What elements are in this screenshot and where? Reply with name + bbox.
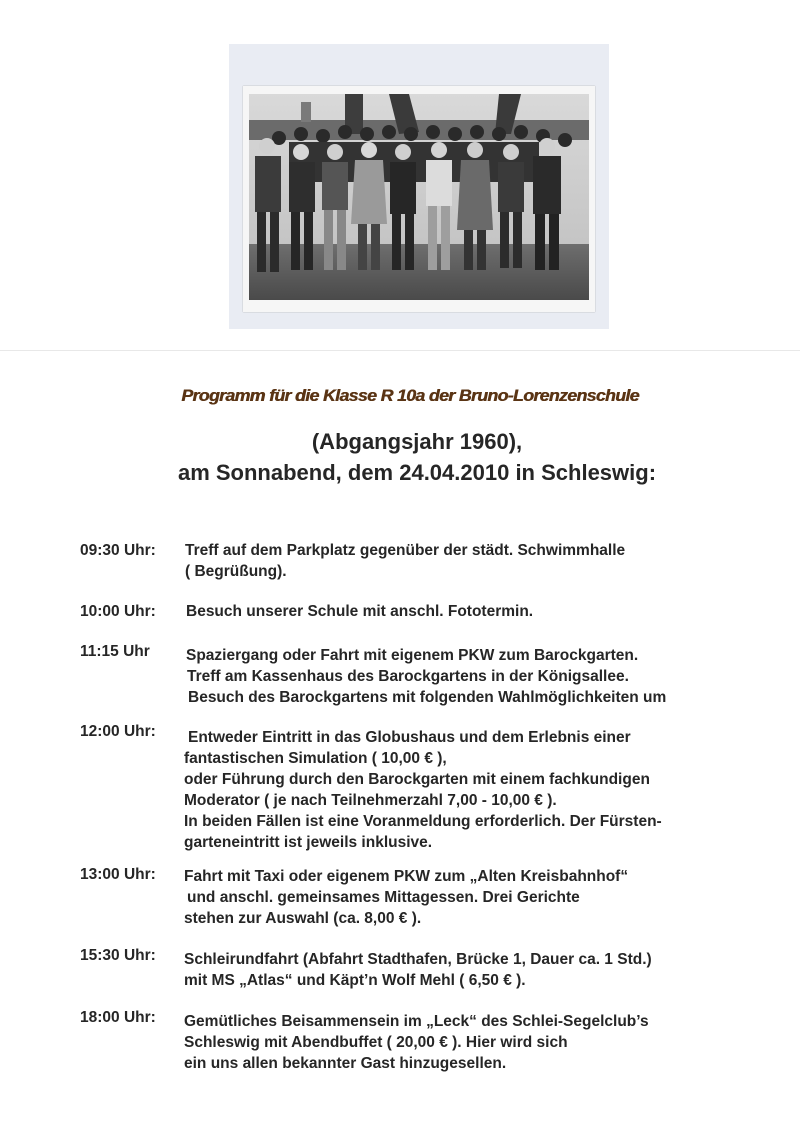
schedule-text-line: Gemütliches Beisammensein im „Leck“ des Schlei-Segelclub’s (184, 1013, 649, 1030)
schedule-time: 18:00 Uhr: (80, 1009, 156, 1026)
page-title: Programm für die Klasse R 10a der Bruno-Lorenzenschule (181, 386, 639, 405)
page-subtitle (0, 426, 800, 488)
schedule-time: 09:30 Uhr: (80, 542, 156, 559)
schedule-text-line: und anschl. gemeinsames Mittagessen. Drei Gerichte (187, 889, 580, 906)
group-photo (243, 86, 595, 312)
page-divider (0, 350, 800, 351)
schedule-text-line: Treff am Kassenhaus des Barockgartens in der Königsallee. (187, 668, 629, 685)
schedule-text-line: Besuch unserer Schule mit anschl. Fototermin. (186, 603, 534, 620)
schedule-text-line: oder Führung durch den Barockgarten mit einem fachkundigen (184, 771, 650, 788)
subtitle-line-year: (Abgangsjahr 1960), (311, 429, 523, 454)
schedule-text-line: Schleswig mit Abendbuffet ( 20,00 € ). Hier wird sich (184, 1034, 568, 1051)
schedule-text-line: Treff auf dem Parkplatz gegenüber der städt. Schwimmhalle (185, 542, 626, 559)
schedule-text-line: In beiden Fällen ist eine Voranmeldung erforderlich. Der Fürsten- (184, 813, 662, 830)
schedule-time: 11:15 Uhr (80, 643, 150, 660)
schedule-text-line: fantastischen Simulation ( 10,00 € ), (184, 750, 447, 767)
schedule-text-line: mit MS „Atlas“ und Käpt’n Wolf Mehl ( 6,50 € ). (184, 972, 526, 989)
schedule-text-line: Besuch des Barockgartens mit folgenden Wahlmöglichkeiten um (188, 689, 667, 706)
photo-background (229, 44, 609, 329)
subtitle-line-date: am Sonnabend, dem 24.04.2010 in Schleswig: (177, 460, 657, 485)
schedule-text-line: ( Begrüßung). (185, 563, 287, 580)
schedule-time: 15:30 Uhr: (80, 947, 156, 964)
schedule-text-line: Schleirundfahrt (Abfahrt Stadthafen, Brücke 1, Dauer ca. 1 Std.) (184, 951, 652, 968)
schedule-time: 13:00 Uhr: (80, 866, 156, 883)
schedule-text-line: Moderator ( je nach Teilnehmerzahl 7,00 - 10,00 € ). (184, 792, 557, 809)
schedule-text-line: Entweder Eintritt in das Globushaus und dem Erlebnis einer (188, 729, 631, 746)
schedule-time: 12:00 Uhr: (80, 723, 156, 740)
schedule-text-line: ein uns allen bekannter Gast hinzugesellen. (184, 1055, 507, 1072)
group-photo-icon (249, 94, 589, 300)
schedule-text-line: Fahrt mit Taxi oder eigenem PKW zum „Alten Kreisbahnhof“ (184, 868, 629, 885)
schedule-text-line: Spaziergang oder Fahrt mit eigenem PKW zum Barockgarten. (186, 647, 639, 664)
schedule-text-line: garteneintritt ist jeweils inklusive. (184, 834, 433, 851)
schedule-text-line: stehen zur Auswahl (ca. 8,00 € ). (184, 910, 422, 927)
schedule-time: 10:00 Uhr: (80, 603, 156, 620)
